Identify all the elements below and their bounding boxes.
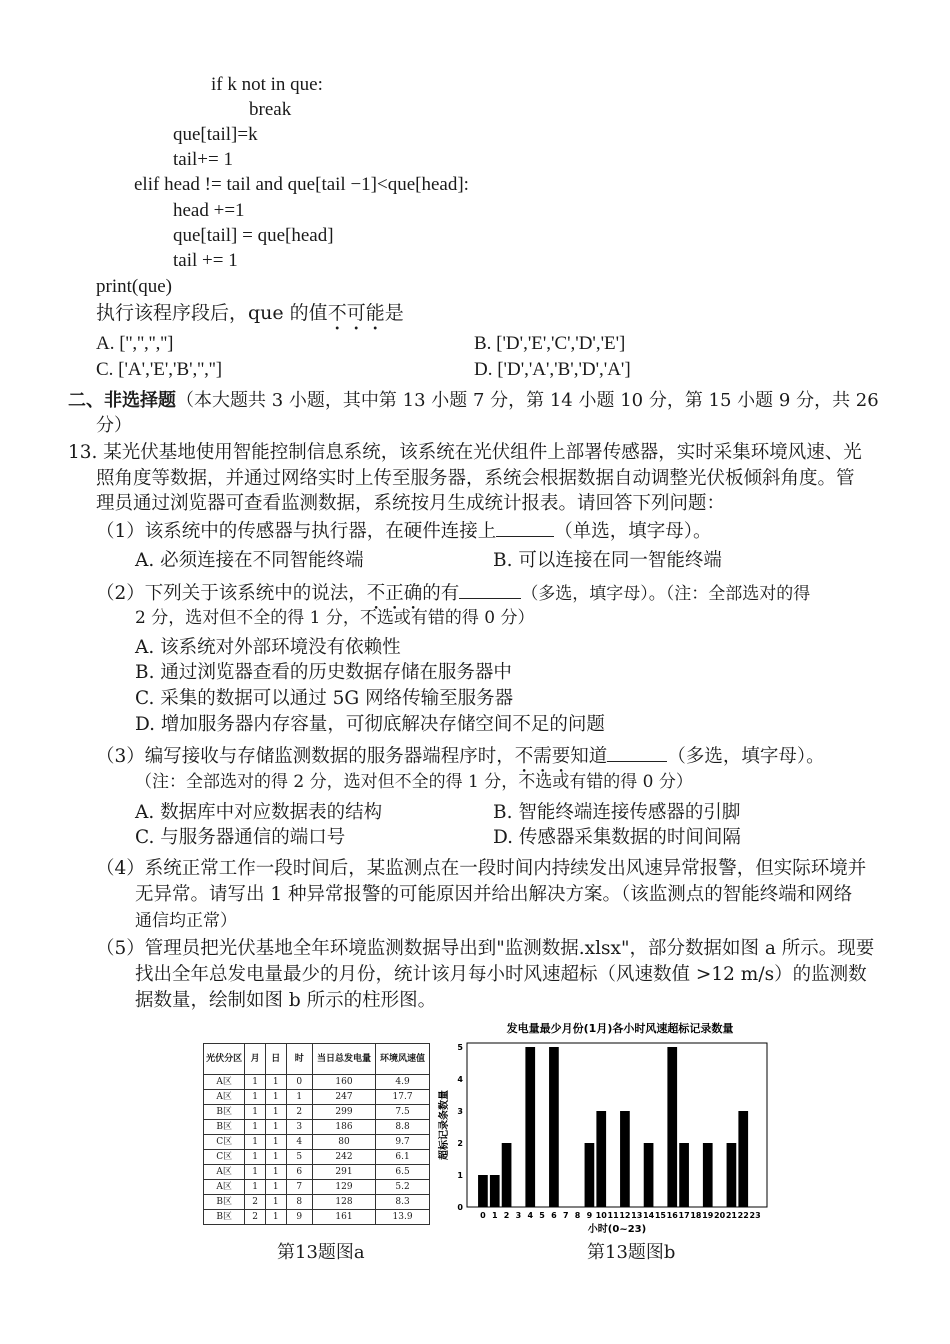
table-cell: 1 bbox=[245, 1075, 266, 1090]
q13-intro-2: 照角度等数据，并通过网络实时上传至服务器，系统会根据数据自动调整光伏板倾斜角度。管 bbox=[96, 468, 855, 489]
table-cell: 1 bbox=[265, 1090, 286, 1105]
table-cell: 1 bbox=[286, 1090, 312, 1105]
q12-option-d: D. ['D','A','B','D','A'] bbox=[474, 359, 631, 380]
q13-part2-emphasis: 不正确 bbox=[366, 583, 423, 604]
q13-part2-hint: （多选，填字母）。（注：全部选对的得 bbox=[521, 584, 811, 604]
x-tick-label: 7 bbox=[562, 1211, 569, 1220]
table-cell: 242 bbox=[312, 1150, 375, 1165]
table-cell: 4.9 bbox=[376, 1075, 430, 1090]
table-cell: B区 bbox=[204, 1105, 245, 1120]
table-row bbox=[204, 1150, 430, 1165]
x-tick-label: 21 bbox=[725, 1211, 737, 1220]
code-line-tail-inc: tail+= 1 bbox=[173, 149, 233, 170]
q13-part4-line3: 通信均正常） bbox=[135, 911, 237, 931]
x-tick-label: 23 bbox=[749, 1211, 761, 1220]
table-cell: B区 bbox=[204, 1120, 245, 1135]
q13-part1-option-a: A. 必须连接在不同智能终端 bbox=[135, 550, 364, 571]
x-tick-label: 20 bbox=[714, 1211, 726, 1220]
table-cell: 8.8 bbox=[376, 1120, 430, 1135]
table-cell: 129 bbox=[312, 1180, 375, 1195]
q13-part5-line2: 找出全年总发电量最少的月份，统计该月每小时风速超标（风速数值 >12 m/s）的监测数 bbox=[135, 964, 867, 985]
table-cell: 1 bbox=[245, 1180, 266, 1195]
chart-title: 发电量最少月份(1月)各小时风速超标记录数量 bbox=[506, 1022, 734, 1035]
q13-part3-text-b: 知道 bbox=[570, 746, 608, 767]
table-row bbox=[204, 1075, 430, 1090]
chart-bar bbox=[679, 1143, 689, 1207]
table-cell: 6.1 bbox=[376, 1150, 430, 1165]
table-header: 环境风速值 bbox=[376, 1044, 430, 1075]
q12-option-c: C. ['A','E','B','',''] bbox=[96, 359, 223, 380]
table-cell: C区 bbox=[204, 1135, 245, 1150]
table-row bbox=[204, 1210, 430, 1225]
table-cell: 80 bbox=[312, 1135, 375, 1150]
table-row bbox=[204, 1105, 430, 1120]
answer-blank-3[interactable] bbox=[607, 743, 667, 762]
x-tick-label: 17 bbox=[678, 1211, 690, 1220]
chart-bar bbox=[703, 1143, 713, 1207]
q13-part2-text: （2）下列关于该系统中的说法， bbox=[96, 583, 367, 604]
section-header bbox=[68, 389, 879, 413]
table-cell: 160 bbox=[312, 1075, 375, 1090]
q12-option-a: A. ['','','',''] bbox=[96, 333, 174, 354]
table-cell: 1 bbox=[265, 1075, 286, 1090]
x-tick-label: 8 bbox=[574, 1211, 581, 1220]
table-cell: A区 bbox=[204, 1180, 245, 1195]
table-cell: 1 bbox=[265, 1105, 286, 1120]
table-cell: 1 bbox=[265, 1120, 286, 1135]
q13-part2-option-b: B. 通过浏览器查看的历史数据存储在服务器中 bbox=[135, 662, 512, 683]
table-cell: 7 bbox=[286, 1180, 312, 1195]
table-cell: A区 bbox=[204, 1075, 245, 1090]
table-cell: 13.9 bbox=[376, 1210, 430, 1225]
answer-blank-1[interactable] bbox=[496, 518, 554, 537]
table-header-row bbox=[204, 1044, 430, 1075]
chart-bar bbox=[727, 1143, 737, 1207]
table-cell: 1 bbox=[265, 1195, 286, 1210]
q13-part3-option-c: C. 与服务器通信的端口号 bbox=[135, 827, 346, 848]
x-tick-label: 3 bbox=[515, 1211, 522, 1220]
table-cell: 8 bbox=[286, 1195, 312, 1210]
q13-part3-option-b: B. 智能终端连接传感器的引脚 bbox=[493, 802, 741, 823]
table-cell: 2 bbox=[286, 1105, 312, 1120]
table-row bbox=[204, 1090, 430, 1105]
q13-part4-line2: 无异常。请写出 1 种异常报警的可能原因并给出解决方案。（该监测点的智能终端和网络 bbox=[135, 884, 853, 905]
chart-bar bbox=[620, 1111, 630, 1207]
code-line-copy: que[tail] = que[head] bbox=[173, 225, 334, 246]
chart-bar bbox=[585, 1143, 595, 1207]
table-row bbox=[204, 1165, 430, 1180]
x-tick-label: 1 bbox=[491, 1211, 498, 1220]
x-tick-label: 22 bbox=[737, 1211, 749, 1220]
table-cell: 128 bbox=[312, 1195, 375, 1210]
y-tick-label: 3 bbox=[457, 1107, 463, 1116]
q12-stem-text: 执行该程序段后，que 的值 bbox=[96, 302, 328, 324]
x-tick-label: 9 bbox=[586, 1211, 593, 1220]
x-tick-label: 5 bbox=[539, 1211, 545, 1220]
table-cell: 3 bbox=[286, 1120, 312, 1135]
table-header: 日 bbox=[265, 1044, 286, 1075]
table-cell: A区 bbox=[204, 1090, 245, 1105]
table-cell: 299 bbox=[312, 1105, 375, 1120]
table-cell: C区 bbox=[204, 1150, 245, 1165]
q13-part3-hint: （多选，填字母）。 bbox=[667, 746, 825, 767]
chart-bar bbox=[502, 1143, 512, 1207]
chart-bar bbox=[525, 1047, 535, 1207]
table-cell: 1 bbox=[265, 1180, 286, 1195]
table-cell: 1 bbox=[245, 1165, 266, 1180]
table-cell: A区 bbox=[204, 1165, 245, 1180]
chart-plot-frame bbox=[467, 1043, 767, 1207]
chart-bar bbox=[667, 1047, 677, 1207]
table-cell: 1 bbox=[245, 1105, 266, 1120]
table-cell: 0 bbox=[286, 1075, 312, 1090]
chart-ylabel: 超标记录条数量 bbox=[439, 1090, 450, 1160]
code-line-break: break bbox=[249, 99, 292, 120]
figure-a-table bbox=[203, 1043, 430, 1225]
table-header: 月 bbox=[245, 1044, 266, 1075]
table-cell: 9 bbox=[286, 1210, 312, 1225]
table-cell: 7.5 bbox=[376, 1105, 430, 1120]
table-header: 光伏分区 bbox=[204, 1044, 245, 1075]
table-cell: B区 bbox=[204, 1195, 245, 1210]
q12-stem-emphasis: 不可能 bbox=[327, 302, 385, 324]
table-cell: 5.2 bbox=[376, 1180, 430, 1195]
table-cell: 186 bbox=[312, 1120, 375, 1135]
q12-option-b: B. ['D','E','C','D','E'] bbox=[474, 333, 626, 354]
table-cell: 2 bbox=[245, 1210, 266, 1225]
x-tick-label: 19 bbox=[702, 1211, 714, 1220]
table-row bbox=[204, 1180, 430, 1195]
chart-bar bbox=[490, 1175, 500, 1207]
table-cell: 2 bbox=[245, 1195, 266, 1210]
q13-part3-option-a: A. 数据库中对应数据表的结构 bbox=[135, 802, 383, 823]
x-tick-label: 0 bbox=[480, 1211, 486, 1220]
x-tick-label: 6 bbox=[551, 1211, 557, 1220]
table-row bbox=[204, 1195, 430, 1210]
x-tick-label: 15 bbox=[654, 1211, 666, 1220]
table-cell: 17.7 bbox=[376, 1090, 430, 1105]
table-cell: 1 bbox=[245, 1090, 266, 1105]
q13-part5-line3: 据数量，绘制如图 b 所示的柱形图。 bbox=[135, 990, 437, 1011]
figure-b-caption: 第13题图b bbox=[587, 1242, 676, 1263]
y-tick-label: 0 bbox=[457, 1203, 463, 1212]
x-tick-label: 2 bbox=[503, 1211, 510, 1220]
y-tick-label: 1 bbox=[457, 1171, 463, 1180]
table-cell: 1 bbox=[265, 1135, 286, 1150]
q12-stem-end: 是 bbox=[384, 302, 404, 324]
chart-bar bbox=[549, 1047, 559, 1207]
table-cell: B区 bbox=[204, 1210, 245, 1225]
q13-part3-text: （3）编写接收与存储监测数据的服务器端程序时， bbox=[96, 746, 515, 767]
y-tick-label: 5 bbox=[457, 1043, 463, 1052]
q12-stem bbox=[96, 301, 404, 335]
table-cell: 1 bbox=[265, 1165, 286, 1180]
section-desc-cont: 分） bbox=[96, 415, 132, 436]
chart-xlabel: 小时(0~23) bbox=[587, 1224, 647, 1235]
q13-part2-text-b: 的有 bbox=[422, 583, 460, 604]
table-row bbox=[204, 1135, 430, 1150]
table-cell: 6.5 bbox=[376, 1165, 430, 1180]
table-cell: 1 bbox=[245, 1120, 266, 1135]
chart-bar bbox=[478, 1175, 488, 1207]
q13-part2-option-c: C. 采集的数据可以通过 5G 网络传输至服务器 bbox=[135, 688, 514, 709]
table-cell: 161 bbox=[312, 1210, 375, 1225]
table-cell: 6 bbox=[286, 1165, 312, 1180]
table-cell: 1 bbox=[245, 1150, 266, 1165]
x-tick-label: 14 bbox=[643, 1211, 655, 1220]
q13-part2-option-a: A. 该系统对外部环境没有依赖性 bbox=[135, 637, 401, 658]
table-header: 当日总发电量 bbox=[312, 1044, 375, 1075]
code-line-tail-inc-2: tail += 1 bbox=[173, 250, 238, 271]
x-tick-label: 16 bbox=[666, 1211, 678, 1220]
table-cell: 1 bbox=[265, 1210, 286, 1225]
table-row bbox=[204, 1120, 430, 1135]
q13-part3-note: （注：全部选对的得 2 分，选对但不全的得 1 分，不选或有错的得 0 分） bbox=[135, 772, 693, 792]
x-tick-label: 10 bbox=[595, 1211, 607, 1220]
code-line-if: if k not in que: bbox=[211, 74, 323, 95]
q13-part1-hint: （单选，填字母）。 bbox=[554, 521, 712, 542]
code-line-assign: que[tail]=k bbox=[173, 124, 258, 145]
code-line-head-inc: head +=1 bbox=[173, 200, 245, 221]
table-cell: 1 bbox=[265, 1150, 286, 1165]
q13-part5-line1: （5）管理员把光伏基地全年环境监测数据导出到"监测数据.xlsx"，部分数据如图 a 所示。现要 bbox=[96, 938, 875, 959]
table-cell: 5 bbox=[286, 1150, 312, 1165]
q13-part2-option-d: D. 增加服务器内存容量，可彻底解决存储空间不足的问题 bbox=[135, 714, 605, 735]
section-desc: （本大题共 3 小题，其中第 13 小题 7 分，第 14 小题 10 分，第 15 小题 9 分，共 26 bbox=[176, 390, 879, 411]
chart-bar bbox=[596, 1111, 606, 1207]
table-cell: 4 bbox=[286, 1135, 312, 1150]
code-line-elif: elif head != tail and que[tail −1]<que[head]: bbox=[134, 174, 469, 195]
table-header: 时 bbox=[286, 1044, 312, 1075]
section-title: 二、非选择题 bbox=[68, 390, 176, 411]
q13-part3-emphasis: 不需要 bbox=[514, 746, 571, 767]
figure-b-chart bbox=[430, 1018, 780, 1243]
x-tick-label: 13 bbox=[631, 1211, 643, 1220]
answer-blank-2[interactable] bbox=[459, 580, 521, 599]
q13-part1-option-b: B. 可以连接在同一智能终端 bbox=[493, 550, 722, 571]
code-line-print: print(que) bbox=[96, 276, 172, 297]
table-cell: 8.3 bbox=[376, 1195, 430, 1210]
y-tick-label: 2 bbox=[457, 1139, 463, 1148]
q13-part1 bbox=[96, 518, 712, 544]
x-tick-label: 12 bbox=[619, 1211, 631, 1220]
figure-a-caption: 第13题图a bbox=[277, 1242, 365, 1263]
x-tick-label: 4 bbox=[527, 1211, 534, 1220]
x-tick-label: 18 bbox=[690, 1211, 702, 1220]
chart-bar bbox=[644, 1143, 654, 1207]
chart-bar bbox=[738, 1111, 748, 1207]
q13-intro-1: 13. 某光伏基地使用智能控制信息系统，该系统在光伏组件上部署传感器，实时采集环境风速、光 bbox=[68, 442, 862, 463]
q13-part3-option-d: D. 传感器采集数据的时间间隔 bbox=[493, 827, 741, 848]
table-cell: 1 bbox=[245, 1135, 266, 1150]
table-cell: 247 bbox=[312, 1090, 375, 1105]
table-body bbox=[204, 1075, 430, 1225]
q13-part4-line1: （4）系统正常工作一段时间后，某监测点在一段时间内持续发出风速异常报警，但实际环境并 bbox=[96, 858, 867, 879]
y-tick-label: 4 bbox=[457, 1075, 463, 1084]
table-cell: 291 bbox=[312, 1165, 375, 1180]
table-cell: 9.7 bbox=[376, 1135, 430, 1150]
q13-intro-3: 理员通过浏览器可查看监测数据，系统按月生成统计报表。请回答下列问题： bbox=[96, 493, 726, 514]
x-tick-label: 11 bbox=[607, 1211, 619, 1220]
q13-part2-note: 2 分，选对但不全的得 1 分，不选或有错的得 0 分） bbox=[135, 608, 535, 628]
q13-part1-text: （1）该系统中的传感器与执行器，在硬件连接上 bbox=[96, 521, 497, 542]
